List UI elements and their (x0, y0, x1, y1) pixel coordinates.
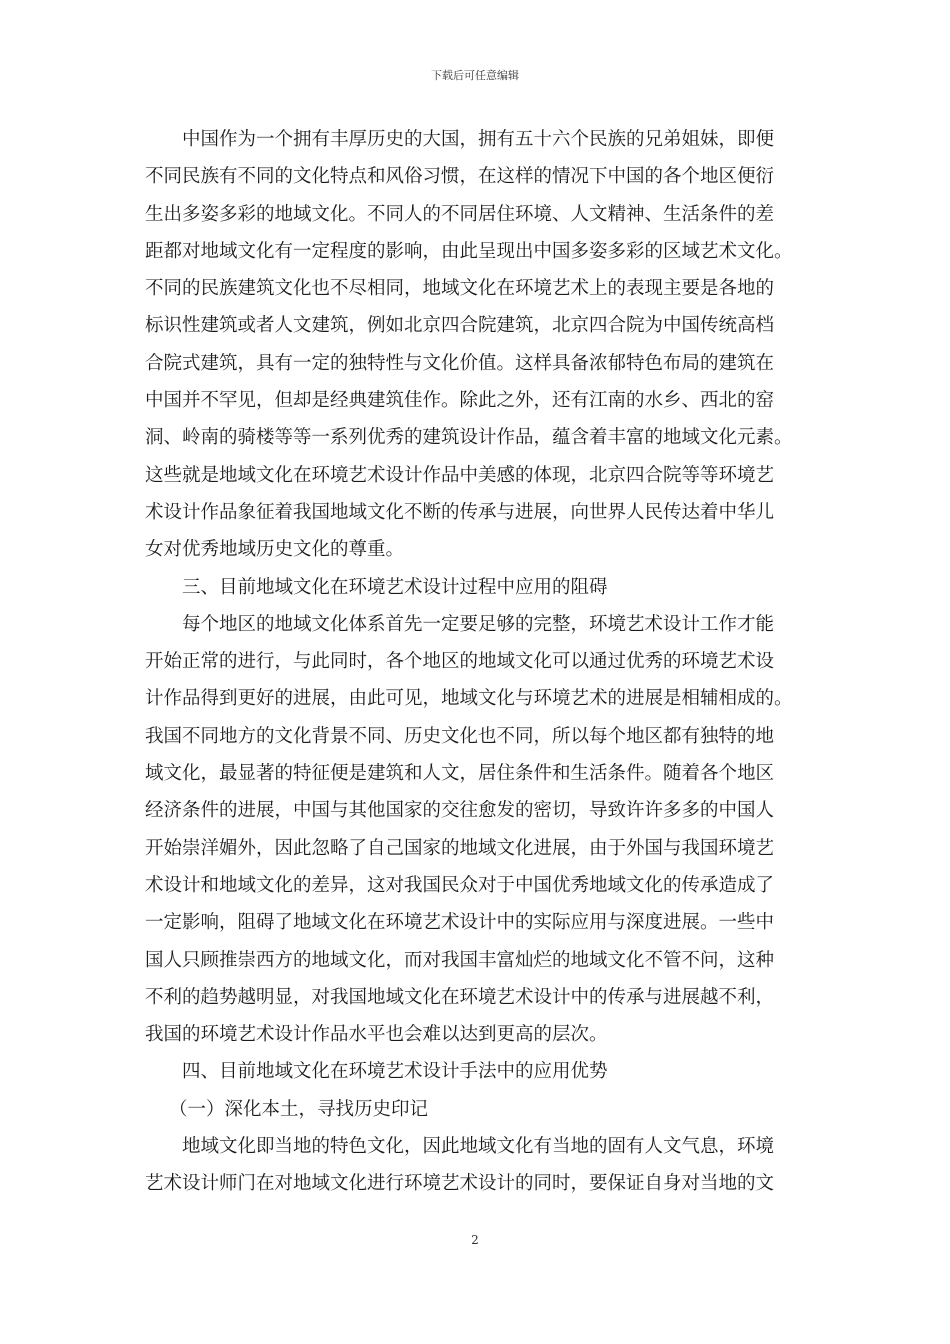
text-line: 术设计作品象征着我国地域文化不断的传承与进展，向世界人民传达着中华儿 (145, 501, 775, 523)
text-line: 我国的环境艺术设计作品水平也会难以达到更高的层次。 (145, 1024, 608, 1046)
text-line: （一）深化本土，寻找历史印记 (169, 1098, 429, 1120)
text-line: 不同的民族建筑文化也不尽相同，地域文化在环境艺术上的表现主要是各地的 (145, 278, 775, 300)
text-line: 中国作为一个拥有丰厚历史的大国，拥有五十六个民族的兄弟姐妹，即便 (182, 129, 775, 150)
text-line: 这些就是地域文化在环境艺术设计作品中美感的体现，北京四合院等等环境艺 (145, 464, 775, 486)
text-line: 艺术设计师门在对地域文化进行环境艺术设计的同时，要保证自身对当地的文 (145, 1173, 775, 1195)
text-line: 中国并不罕见，但却是经典建筑佳作。除此之外，还有江南的水乡、西北的窑 (145, 390, 775, 412)
text-line: 三、目前地域文化在环境艺术设计过程中应用的阻碍 (182, 576, 608, 598)
text-line: 开始正常的进行，与此同时，各个地区的地域文化可以通过优秀的环境艺术设 (145, 651, 775, 673)
text-line: 不利的趋势越明显，对我国地域文化在环境艺术设计中的传承与进展越不利， (145, 986, 775, 1008)
text-line: 标识性建筑或者人文建筑，例如北京四合院建筑，北京四合院为中国传统高档 (145, 315, 775, 337)
text-line: 女对优秀地域历史文化的尊重。 (145, 539, 405, 561)
text-line: 计作品得到更好的进展，由此可见，地域文化与环境艺术的进展是相辅相成的。 (145, 688, 793, 710)
text-line: 合院式建筑，具有一定的独特性与文化价值。这样具备浓郁特色布局的建筑在 (145, 352, 775, 374)
text-line: 地域文化即当地的特色文化，因此地域文化有当地的固有人文气息，环境 (182, 1136, 775, 1158)
text-line: 距都对地域文化有一定程度的影响，由此呈现出中国多姿多彩的区域艺术文化。 (145, 240, 793, 262)
text-line: 域文化，最显著的特征便是建筑和人文，居住条件和生活条件。随着各个地区 (145, 763, 775, 785)
text-line: 经济条件的进展，中国与其他国家的交往愈发的密切，导致许许多多的中国人 (145, 800, 775, 822)
text-line: 每个地区的地域文化体系首先一定要足够的完整，环境艺术设计工作才能 (182, 613, 775, 635)
text-line: 生出多姿多彩的地域文化。不同人的不同居住环境、人文精神、生活条件的差 (145, 203, 775, 225)
page-number: 2 (471, 1233, 479, 1247)
text-line: 术设计和地域文化的差异，这对我国民众对于中国优秀地域文化的传承造成了 (145, 874, 775, 896)
text-line: 开始崇洋媚外，因此忽略了自己国家的地域文化进展，由于外国与我国环境艺 (145, 837, 775, 859)
body-text (145, 121, 807, 1203)
text-line: 四、目前地域文化在环境艺术设计手法中的应用优势 (182, 1061, 608, 1083)
text-line: 我国不同地方的文化背景不同、历史文化也不同，所以每个地区都有独特的地 (145, 725, 775, 747)
text-line: 一定影响，阻碍了地域文化在环境艺术设计中的实际应用与深度进展。一些中 (145, 912, 775, 934)
text-line: 洞、岭南的骑楼等等一系列优秀的建筑设计作品，蕴含着丰富的地域文化元素。 (145, 427, 793, 449)
text-line: 国人只顾推崇西方的地域文化，而对我国丰富灿烂的地域文化不管不问，这种 (145, 949, 775, 971)
page-header: 下载后可任意编辑 (431, 69, 519, 82)
text-line: 不同民族有不同的文化特点和风俗习惯，在这样的情况下中国的各个地区便衍 (145, 166, 775, 188)
